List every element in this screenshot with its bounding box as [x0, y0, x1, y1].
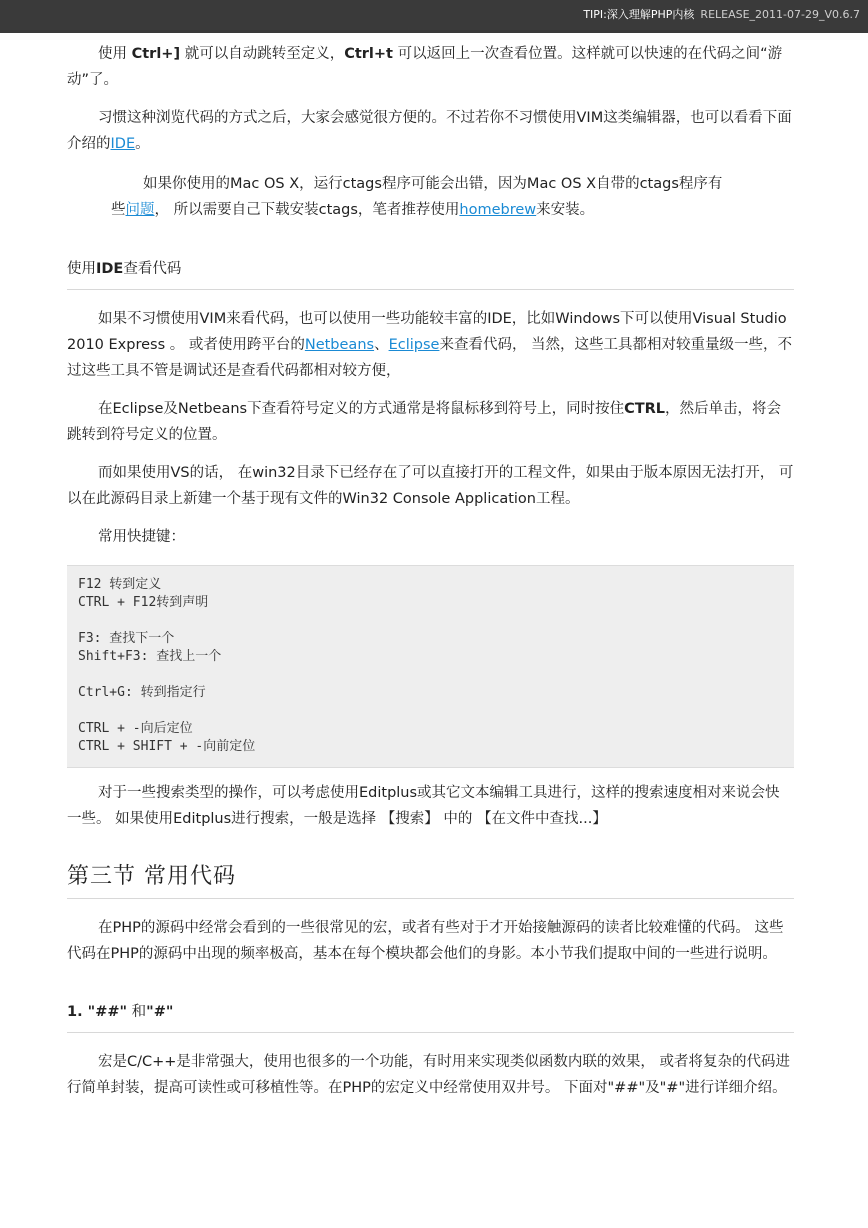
homebrew-link[interactable]: homebrew: [459, 202, 537, 218]
text: 如果不习惯使用VIM来看代码，也可以使用一些功能较丰富的IDE，比如Windows下可以使用Visual Studio 2010 Express 。 或者使用跨平台的: [67, 311, 787, 353]
paragraph-shortcuts: 常用快捷键：: [98, 529, 185, 545]
code-line: CTRL + -向后定位: [78, 721, 193, 736]
code-line: CTRL + SHIFT + -向前定位: [78, 739, 256, 754]
note-line: [111, 197, 794, 223]
mac-note: [111, 171, 794, 223]
section-heading-ide: [67, 258, 794, 290]
code-line: F12 转到定义: [78, 577, 162, 592]
text: 查看代码: [123, 261, 182, 277]
release-label: RELEASE_2011-07-29_V0.6.7: [700, 8, 860, 21]
eclipse-link[interactable]: Eclipse: [388, 337, 440, 353]
paragraph-ide-intro: [67, 105, 794, 157]
netbeans-link[interactable]: Netbeans: [304, 337, 375, 353]
text: 使用: [67, 261, 96, 277]
paragraph-vs: 而如果使用VS的话， 在win32目录下已经存在了可以直接打开的工程文件，如果由于版本原因无法打开， 可以在此源码目录上新建一个基于现有文件的Win32 Console Application工程。: [67, 465, 794, 507]
text: ，然后单击，将会跳转到符号定义的位置。: [67, 401, 782, 443]
text: 和: [127, 1004, 147, 1020]
key-ctrl-t: Ctrl+t: [344, 46, 393, 62]
text: "#": [146, 1004, 174, 1020]
text: 来查看代码， 当然，这些工具都相对较重量级一些，不过这些工具不管是调试还是查看代码都相对较方便，: [67, 337, 793, 379]
subsection-heading-hash: [67, 1001, 794, 1033]
text: 习惯这种浏览代码的方式之后，大家会感觉很方便的。不过若你不习惯使用VIM这类编辑器，也可以看看下面介绍的: [67, 110, 792, 152]
code-line: CTRL + F12转到声明: [78, 595, 209, 610]
text: 、: [374, 337, 389, 353]
section-title: 第三节 常用代码: [67, 862, 794, 899]
paragraph-macro-desc: 宏是C/C++是非常强大，使用也很多的一个功能，有时用来实现类似函数内联的效果， 或者将复杂的代码进行简单封装，提高可读性或可移植性等。在PHP的宏定义中经常使用双井号。 下面对"##"及"#"进行详细介绍。: [67, 1054, 791, 1096]
text: 可以返回上一次查看位置。这样就可以快速的在代码之间“游动”了。: [67, 46, 783, 88]
text: 。: [135, 136, 150, 152]
text: 1. "##": [67, 1004, 128, 1020]
text: 来安装。: [536, 202, 595, 218]
paragraph-ctrl-keys: [67, 41, 794, 93]
ide-link[interactable]: IDE: [110, 136, 136, 152]
paragraph-ide-tools: [67, 306, 794, 384]
text: IDE: [96, 261, 124, 277]
book-title: TIPI:深入理解PHP内核: [583, 8, 695, 21]
text: 使用: [98, 46, 132, 62]
key-ctrl-bracket: Ctrl+]: [131, 46, 181, 62]
shortcut-code-block: [67, 565, 794, 768]
header-text: [583, 6, 860, 22]
paragraph-editplus: 对于一些搜索类型的操作，可以考虑使用Editplus或其它文本编辑工具进行，这样的搜索速度相对来说会快一些。 如果使用Editplus进行搜索，一般是选择 【搜索】 中的 【在文件中查找...】: [67, 785, 780, 827]
paragraph-macros-intro: 在PHP的源码中经常会看到的一些很常见的宏，或者有些对于才开始接触源码的读者比较难懂的代码。 这些代码在PHP的源码中出现的频率极高，基本在每个模块都会他们的身影。本小节我们提取中间的一些进行说明。: [67, 920, 784, 962]
page-header: [0, 0, 868, 33]
text: 些: [111, 202, 126, 218]
problem-link[interactable]: 问题: [125, 202, 155, 218]
paragraph-eclipse-netbeans: [67, 396, 794, 448]
text: 就可以自动跳转至定义，: [180, 46, 345, 62]
code-line: Ctrl+G: 转到指定行: [78, 685, 206, 700]
code-line: F3: 查找下一个: [78, 631, 175, 646]
document-body: [67, 33, 794, 1101]
text: 在Eclipse及Netbeans下查看符号定义的方式通常是将鼠标移到符号上，同时按住: [98, 401, 625, 417]
text: ， 所以需要自己下载安装ctags，笔者推荐使用: [154, 202, 460, 218]
text: CTRL: [624, 401, 666, 417]
note-line: 如果你使用的Mac OS X，运行ctags程序可能会出错，因为Mac OS X自带的ctags程序有: [143, 176, 723, 192]
code-line: Shift+F3: 查找上一个: [78, 649, 222, 664]
